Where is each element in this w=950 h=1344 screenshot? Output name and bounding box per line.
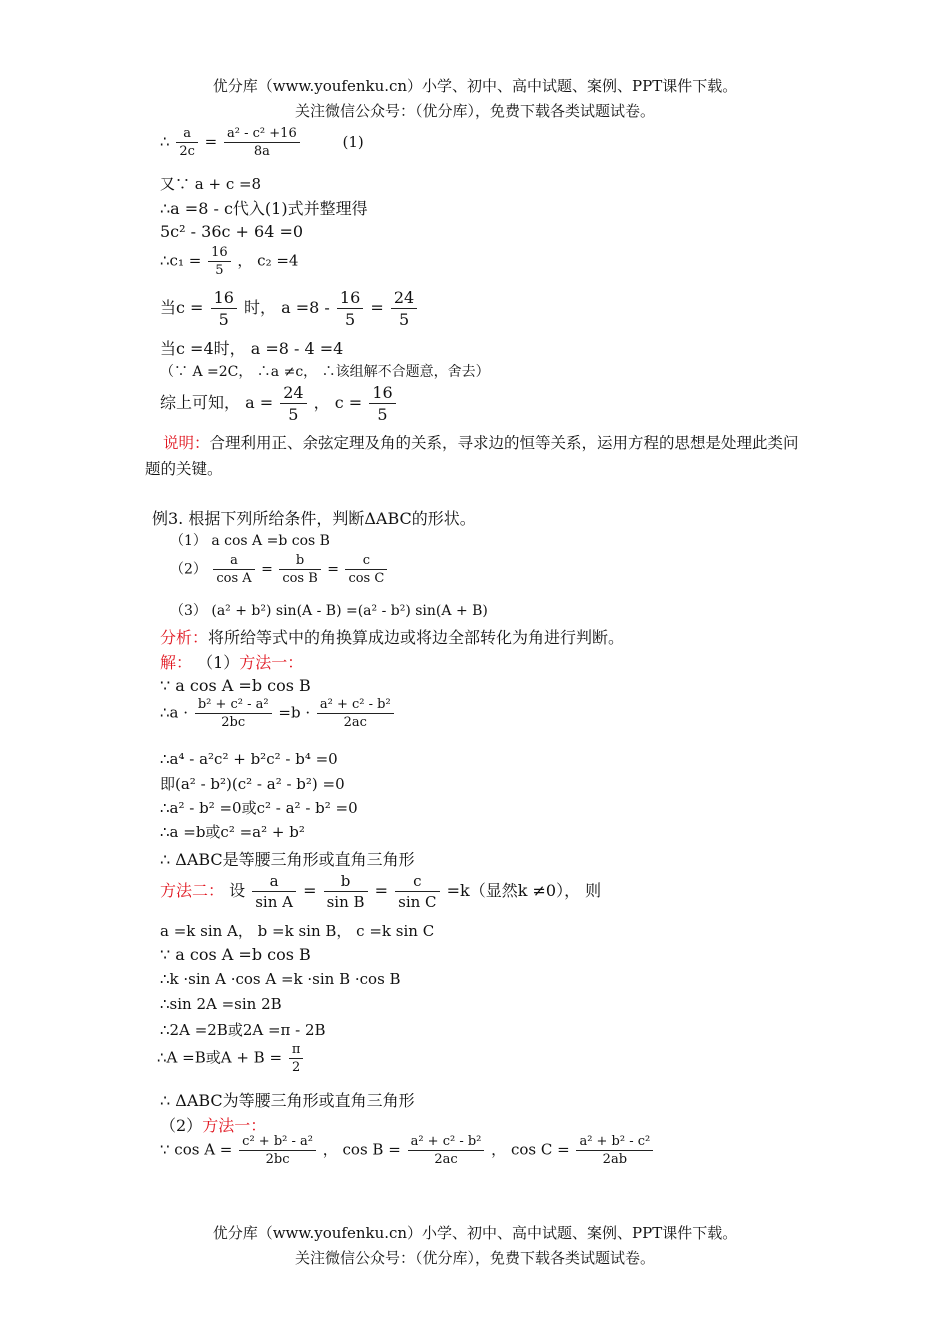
m1-step-2: ∴a · $\frac{\text{b² + c² - a²}}{2bc}$ =b · $\frac{\text{a² + c² - b²}}{2ac}$ xyxy=(160,697,396,730)
note-label: 说明： xyxy=(163,434,210,452)
m2-step-1: a =k sin A， b =k sin B， c =k sin C xyxy=(160,922,435,940)
fraction: $\frac{c}{\text{cos C}}$ xyxy=(345,553,387,586)
note-text: 合理利用正、余弦定理及角的关系，寻求边的恒等关系，运用方程的思想是处理此类问题的关键。 xyxy=(145,434,799,478)
example-3-title: 例3. 根据下列所给条件，判断ΔABC的形状。 xyxy=(152,509,476,528)
method-2-label: 方法二： xyxy=(160,881,225,900)
fraction: $\frac{16}{5}$ xyxy=(337,288,363,329)
footer-line-2: 关注微信公众号：（优分库），免费下载各类试题试卷。 xyxy=(294,1249,655,1267)
part-2-cosines: ∵ cos A = $\frac{\text{c² + b² - a²}}{2bc}$ ， cos B = $\frac{\text{a² + c² - b²}}{2ac}$ ， cos C = $\frac{\text{a² + b² - c²}}{2ab}$ xyxy=(160,1134,655,1167)
m1-conclusion: ∴ ΔABC是等腰三角形或直角三角形 xyxy=(160,850,415,869)
m1-step-1: ∵ a cos A =b cos B xyxy=(160,676,311,695)
solution-line: 解： （1）方法一： xyxy=(160,653,304,672)
fraction: $\frac{\text{a² - c² +16}}{8a}$ xyxy=(224,126,300,159)
fraction: $\frac{16}{5}$ xyxy=(369,383,395,424)
equation-tag: (1) xyxy=(342,132,364,151)
fraction: $\frac{16}{5}$ xyxy=(211,288,237,329)
analysis-label: 分析： xyxy=(160,628,209,647)
line-case-1: 当c = $\frac{16}{5}$ 时， a =8 - $\frac{16}{5}$ = $\frac{24}{5}$ xyxy=(160,288,419,329)
fraction: $\frac{\text{b² + c² - a²}}{2bc}$ xyxy=(195,697,272,730)
part-2-line: （2）方法一： xyxy=(160,1116,267,1135)
fraction: $\frac{a}{\text{cos A}}$ xyxy=(213,553,254,586)
line-roots: ∴c₁ = $\frac{16}{5}$ ， c₂ =4 xyxy=(160,245,299,278)
fraction: $\frac{b}{\text{sin B}}$ xyxy=(324,872,368,911)
fraction: $\frac{24}{5}$ xyxy=(391,288,417,329)
line-quadratic: 5c² - 36c + 64 =0 xyxy=(160,222,304,241)
m1-step-6: ∴a =b或c² =a² + b² xyxy=(160,823,305,841)
condition-3: （3） (a² + b²) sin(A - B) =(a² - b²) sin(A + B) xyxy=(170,603,488,619)
line-condition: 又∵ a + c =8 xyxy=(160,175,262,193)
line-substitute: ∴a =8 - c代入(1)式并整理得 xyxy=(160,199,368,218)
m2-step-4: ∴sin 2A =sin 2B xyxy=(160,995,282,1013)
fraction: $\frac{a}{2c}$ xyxy=(176,126,198,159)
m1-step-4: 即(a² - b²)(c² - a² - b²) =0 xyxy=(160,775,345,793)
equation-1: ∴ $\frac{a}{2c}$ = $\frac{\text{a² - c² +16}}{8a}$ (1) xyxy=(160,126,364,159)
m2-conclusion: ∴ ΔABC为等腰三角形或直角三角形 xyxy=(160,1091,415,1110)
fraction: $\frac{\text{a² + b² - c²}}{2ab}$ xyxy=(576,1134,653,1167)
method-2-line: 方法二： 设 $\frac{a}{\text{sin A}}$ = $\frac{b}{\text{sin B}}$ = $\frac{c}{\text{sin C}}$ =k（显然k ≠0）， 则 xyxy=(160,872,602,911)
footer-line-1: 优分库（www.youfenku.cn）小学、初中、高中试题、案例、PPT课件下载。 xyxy=(212,1224,738,1242)
m2-step-3: ∴k ·sin A ·cos A =k ·sin B ·cos B xyxy=(160,970,401,988)
method-1-label: 方法一： xyxy=(239,653,304,672)
m2-step-5: ∴2A =2B或2A =π - 2B xyxy=(160,1021,326,1039)
m1-step-5: ∴a² - b² =0或c² - a² - b² =0 xyxy=(160,799,358,817)
header-line-2: 关注微信公众号：（优分库），免费下载各类试题试卷。 xyxy=(294,102,655,120)
fraction: $\frac{\text{a² + c² - b²}}{2ac}$ xyxy=(408,1134,485,1167)
line-conclusion: 综上可知， a = $\frac{24}{5}$ ， c = $\frac{16}{5}$ xyxy=(160,383,398,424)
fraction: $\frac{a}{\text{sin A}}$ xyxy=(252,872,296,911)
fraction: $\frac{c}{\text{sin C}}$ xyxy=(395,872,439,911)
fraction: $\frac{\text{c² + b² - a²}}{2bc}$ xyxy=(239,1134,316,1167)
therefore-symbol: ∴ xyxy=(160,132,170,151)
m2-step-6: ∴A =B或A + B = $\frac{\pi}{2}$ xyxy=(157,1042,305,1075)
fraction: $\frac{16}{5}$ xyxy=(208,245,231,278)
m2-step-2: ∵ a cos A =b cos B xyxy=(160,945,311,964)
line-reject: （∵ A =2C， ∴a ≠c， ∴该组解不合题意，舍去） xyxy=(160,364,490,380)
line-case-2: 当c =4时， a =8 - 4 =4 xyxy=(160,339,344,358)
analysis-line xyxy=(160,625,624,648)
fraction: $\frac{b}{\text{cos B}}$ xyxy=(279,553,320,586)
fraction: $\frac{\text{a² + c² - b²}}{2ac}$ xyxy=(317,697,394,730)
solution-label: 解： xyxy=(160,653,193,672)
fraction: $\frac{\pi}{2}$ xyxy=(289,1042,304,1075)
fraction: $\frac{24}{5}$ xyxy=(280,383,306,424)
analysis-text: 将所给等式中的角换算成边或将边全部转化为角进行判断。 xyxy=(208,628,625,647)
part-2-method-1-label: 方法一： xyxy=(202,1116,267,1135)
condition-2: （2） $\frac{a}{\text{cos A}}$ = $\frac{b}{\text{cos B}}$ = $\frac{c}{\text{cos C}}$ xyxy=(170,553,389,586)
header-line-1: 优分库（www.youfenku.cn）小学、初中、高中试题、案例、PPT课件下载。 xyxy=(212,77,738,95)
note-paragraph xyxy=(145,430,810,482)
condition-1: （1） a cos A =b cos B xyxy=(170,533,330,549)
m1-step-3: ∴a⁴ - a²c² + b²c² - b⁴ =0 xyxy=(160,750,338,768)
